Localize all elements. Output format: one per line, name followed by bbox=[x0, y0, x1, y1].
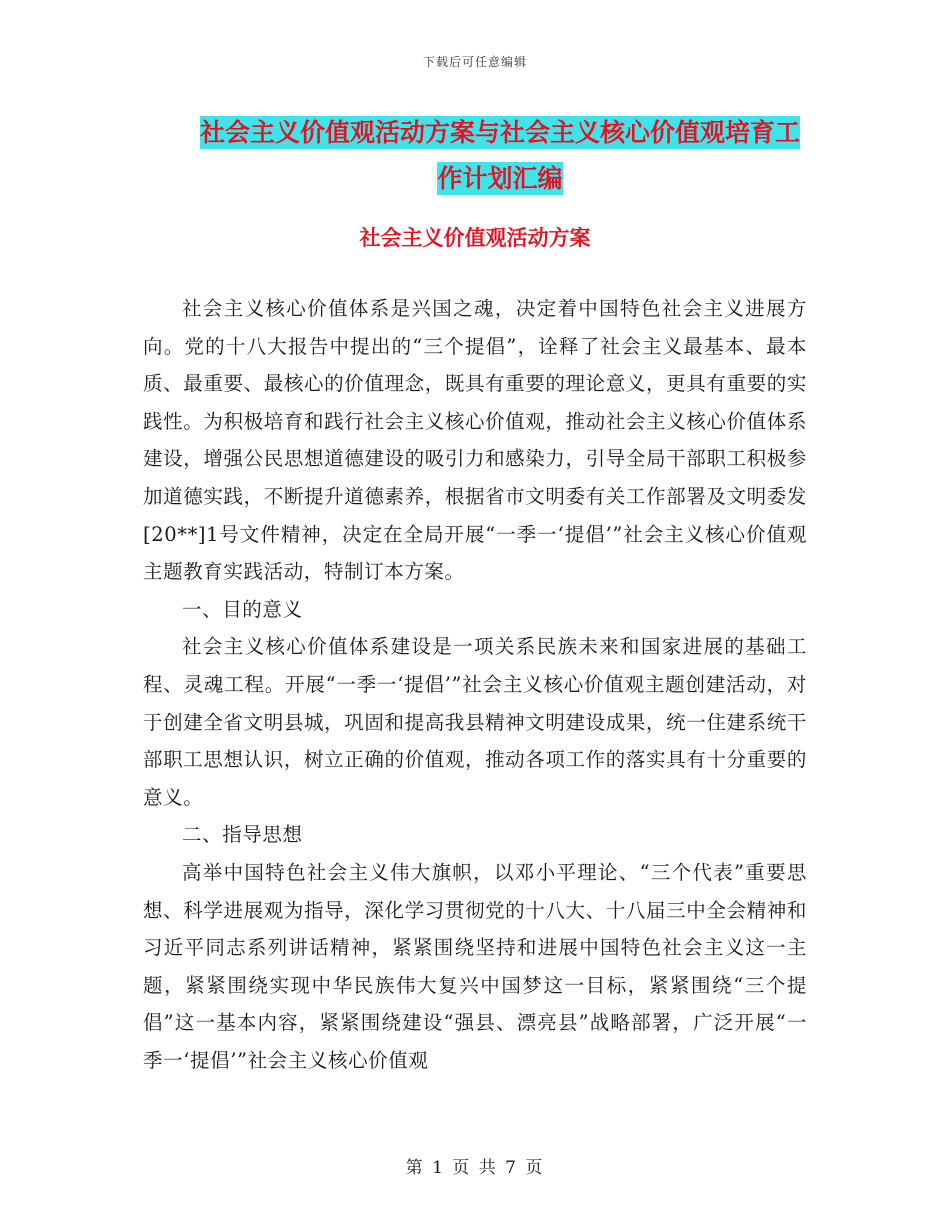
paragraph-purpose: 社会主义核心价值体系建设是一项关系民族未来和国家进展的基础工程、灵魂工程。开展“一季一‘提倡’”社会主义核心价值观主题创建活动，对于创建全省文明县城，巩固和提高我县精神文明建设成果，统一住建系统干部职工思想认识，树立正确的价值观，推动各项工作的落实具有十分重要的意义。 bbox=[143, 635, 807, 809]
page-number: 第 1 页 共 7 页 bbox=[405, 1158, 545, 1178]
document-title bbox=[190, 110, 810, 202]
document-body bbox=[143, 290, 807, 1079]
heading-guiding-thought: 二、指导思想 bbox=[182, 823, 303, 847]
heading-purpose: 一、目的意义 bbox=[182, 597, 303, 621]
paragraph-intro: 社会主义核心价值体系是兴国之魂，决定着中国特色社会主义进展方向。党的十八大报告中提出的“三个提倡”，诠释了社会主义最基本、最本质、最重要、最核心的价值理念，既具有重要的理论意义，更具有重要的实践性。为积极培育和践行社会主义核心价值观，推动社会主义核心价值体系建设，增强公民思想道德建设的吸引力和感染力，引导全局干部职工积极参加道德实践，不断提升道德素养，根据省市文明委有关工作部署及文明委发[20**]1号文件精神，决定在全局开展“一季一‘提倡’”社会主义核心价值观主题教育实践活动，特制订本方案。 bbox=[143, 297, 807, 584]
page-header-note: 下载后可任意编辑 bbox=[422, 55, 527, 69]
paragraph-guiding-thought: 高举中国特色社会主义伟大旗帜，以邓小平理论、“三个代表”重要思想、科学进展观为指导，深化学习贯彻党的十八大、十八届三中全会精神和习近平同志系列讲话精神，紧紧围绕坚持和进展中国特色社会主义这一主题，紧紧围绕实现中华民族伟大复兴中国梦这一目标，紧紧围绕“三个提倡”这一基本内容，紧紧围绕建设“强县、漂亮县”战略部署，广泛开展“一季一‘提倡’”社会主义核心价值观 bbox=[143, 860, 807, 1072]
section-title: 社会主义价值观活动方案 bbox=[359, 226, 591, 250]
document-title-text: 社会主义价值观活动方案与社会主义核心价值观培育工作计划汇编 bbox=[199, 118, 800, 193]
